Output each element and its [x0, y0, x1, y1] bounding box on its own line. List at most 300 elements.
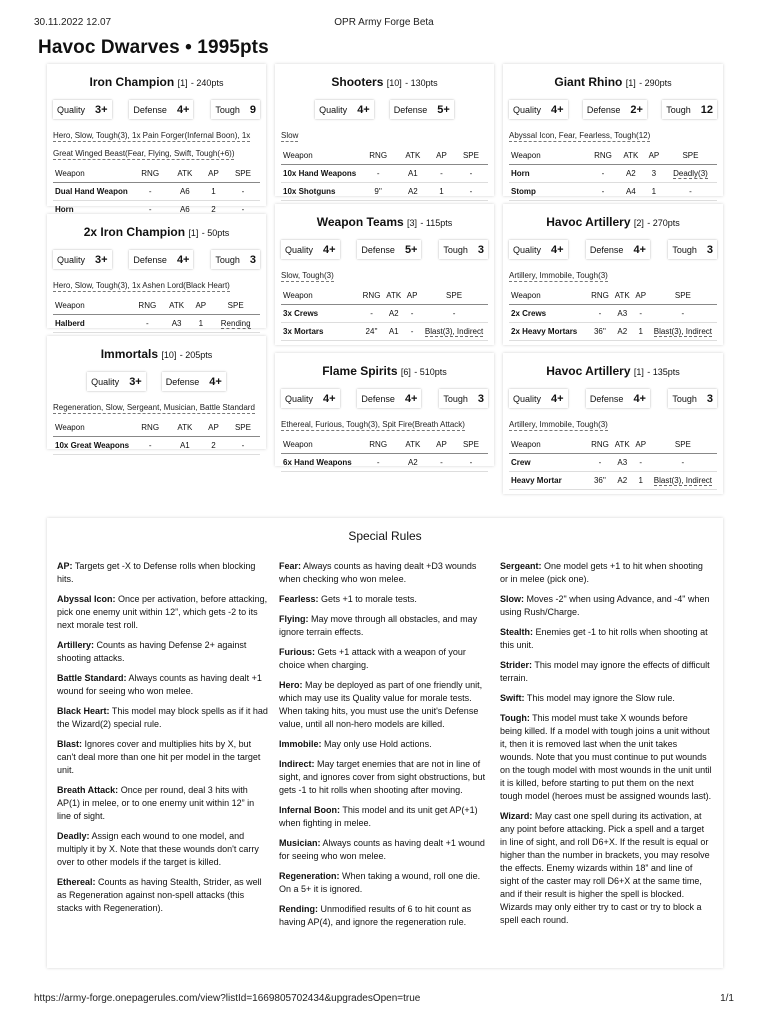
special-rule	[57, 876, 269, 915]
weapons-header-cell: SPE	[649, 287, 717, 305]
special-rule-name: Stealth:	[500, 627, 534, 637]
stat-value: 4+	[633, 243, 646, 256]
stat-value: 3+	[95, 253, 108, 266]
weapons-header-cell: ATK	[169, 419, 201, 437]
stat-label: Tough	[672, 244, 697, 255]
special-rule-text: This model may block spells as if it had the Wizard(2) special rule.	[57, 706, 268, 729]
weapons-header-cell: RNG	[132, 165, 169, 183]
weapons-header-cell: Weapon	[509, 436, 588, 454]
weapon-row	[509, 454, 717, 472]
stat-label: Defense	[393, 104, 428, 115]
unit-special-rules: Artillery, Immobile, Tough(3)	[509, 420, 608, 429]
unit-name: 2x Iron Champion	[83, 225, 186, 239]
weapons-header-row	[281, 147, 488, 165]
stat-value: 12	[700, 103, 713, 116]
special-rule-text: Always counts as having dealt +1 wound for seeing who won melee.	[57, 673, 262, 696]
weapons-header-cell: RNG	[588, 287, 612, 305]
unit-name: Havoc Artillery	[546, 364, 631, 378]
stat-label: Quality	[57, 254, 86, 265]
special-rule-text: May move through all obstacles, and may ignore terrain effects.	[279, 614, 478, 637]
army-title: Havoc Dwarves • 1995pts	[38, 37, 269, 58]
weapon-ap: 1	[644, 183, 664, 201]
unit-title	[53, 73, 260, 91]
stat-quality	[53, 250, 112, 269]
unit-card-2x-iron-champion	[47, 214, 266, 328]
special-rule-name: Battle Standard:	[57, 673, 127, 683]
special-rule-name: Strider:	[500, 660, 533, 670]
unit-points: - 205pts	[179, 350, 213, 360]
stat-quality	[509, 100, 568, 119]
weapons-header-cell: RNG	[132, 297, 163, 315]
unit-card-shooters	[275, 64, 494, 196]
special-rule-text: Gets +1 to morale tests.	[318, 594, 417, 604]
stat-value: 3+	[129, 375, 142, 388]
weapons-header-cell: ATK	[397, 436, 429, 454]
page-count: 1/1	[720, 993, 734, 1004]
weapon-attacks: A4	[618, 183, 644, 201]
special-rule	[57, 784, 269, 823]
weapon-range: -	[588, 183, 618, 201]
stat-value: 4+	[209, 375, 222, 388]
special-rule-name: Swift:	[500, 693, 525, 703]
weapon-special-cell	[649, 472, 717, 490]
special-rule	[279, 646, 491, 672]
special-rule	[57, 830, 269, 869]
special-rule	[500, 810, 712, 927]
stat-defense	[357, 240, 421, 259]
special-rule-name: Blast:	[57, 739, 83, 749]
weapon-range: 36''	[588, 472, 612, 490]
weapon-attacks: A6	[169, 201, 201, 219]
unit-points: - 115pts	[420, 218, 453, 228]
unit-size: [2]	[633, 218, 644, 228]
special-rule-text: This model may ignore the Slow rule.	[524, 693, 675, 703]
weapon-row	[53, 315, 260, 333]
weapon-name: 2x Crews	[509, 305, 588, 323]
stat-value: 9	[249, 103, 256, 116]
unit-special-rules: Abyssal Icon, Fear, Fearless, Tough(12)	[509, 131, 651, 140]
weapon-row	[53, 437, 260, 455]
weapon-special-cell	[649, 454, 717, 472]
weapons-header-cell: AP	[633, 287, 649, 305]
weapon-special-cell	[226, 183, 260, 201]
weapon-range: -	[132, 201, 169, 219]
weapon-ap: -	[404, 305, 420, 323]
unit-stats	[281, 100, 488, 119]
stat-label: Defense	[361, 393, 395, 404]
weapon-ap: 3	[644, 165, 664, 183]
weapon-attacks: A2	[397, 183, 429, 201]
weapon-attacks: A3	[612, 454, 633, 472]
unit-rules-wrap	[281, 414, 488, 432]
stat-label: Quality	[513, 244, 542, 255]
special-rule-name: Tough:	[500, 713, 530, 723]
weapon-name: Heavy Mortar	[509, 472, 588, 490]
special-rule-name: Artillery:	[57, 640, 95, 650]
unit-special-rules: Ethereal, Furious, Tough(3), Spit Fire(Breath Attack)	[281, 420, 465, 429]
stat-defense	[586, 389, 650, 408]
unit-card-giant-rhino	[503, 64, 723, 196]
stat-tough	[211, 250, 260, 269]
special-rule	[279, 804, 491, 830]
stat-label: Quality	[319, 104, 348, 115]
stat-quality	[315, 100, 374, 119]
weapon-special-cell	[649, 305, 717, 323]
unit-card-havoc-artillery-1	[503, 353, 723, 494]
special-rule-name: Ethereal:	[57, 877, 96, 887]
stat-label: Tough	[443, 244, 468, 255]
weapon-row	[281, 305, 488, 323]
stat-value: 4+	[404, 392, 418, 405]
weapon-special-cell	[454, 454, 488, 472]
unit-size: [6]	[400, 367, 411, 377]
weapon-row	[281, 454, 488, 472]
unit-stats	[53, 372, 260, 391]
special-rule	[500, 593, 712, 619]
weapon-name: 6x Hand Weapons	[281, 454, 360, 472]
weapon-attacks: A3	[163, 315, 190, 333]
unit-stats	[509, 240, 717, 259]
special-rule-name: Infernal Boon:	[279, 805, 340, 815]
special-rule-text: Counts as having Stealth, Strider, as well as Regeneration against non-spell attacks (this stacks with Regeneration).	[57, 877, 262, 913]
stat-label: Tough	[215, 104, 240, 115]
weapon-attacks: A1	[397, 165, 429, 183]
weapons-header-cell: AP	[404, 287, 420, 305]
weapon-name: Crew	[509, 454, 588, 472]
stat-defense	[357, 389, 421, 408]
special-rule	[279, 903, 491, 929]
stat-tough	[662, 100, 717, 119]
weapons-header-row	[53, 419, 260, 437]
stat-label: Defense	[361, 244, 395, 255]
weapon-attacks: A2	[612, 323, 633, 341]
weapon-special: -	[469, 458, 473, 467]
weapon-ap: 1	[190, 315, 211, 333]
unit-name: Havoc Artillery	[546, 215, 631, 229]
special-rule	[57, 672, 269, 698]
stat-defense	[162, 372, 226, 391]
stat-defense	[390, 100, 454, 119]
weapon-range: -	[360, 305, 384, 323]
weapon-special: -	[681, 458, 685, 467]
weapon-row	[509, 165, 717, 183]
stat-defense	[129, 250, 193, 269]
weapons-header-cell: ATK	[618, 147, 644, 165]
weapons-header-cell: AP	[429, 147, 454, 165]
weapons-header-cell: Weapon	[53, 419, 132, 437]
weapons-header-cell: Weapon	[53, 165, 132, 183]
unit-size: [3]	[407, 218, 418, 228]
stat-label: Defense	[589, 393, 624, 404]
special-rule-name: Musician:	[279, 838, 321, 848]
weapon-special: Blast(3), Indirect	[424, 327, 484, 336]
stat-label: Quality	[285, 393, 314, 404]
stat-tough	[668, 240, 717, 259]
unit-points: - 135pts	[647, 367, 680, 377]
weapon-range: -	[588, 454, 612, 472]
unit-points: - 290pts	[639, 78, 672, 88]
weapon-special: Blast(3), Indirect	[653, 476, 712, 485]
weapons-header-row	[53, 165, 260, 183]
unit-rules-wrap	[509, 414, 717, 432]
special-rule-text: May target enemies that are not in line of sight, and ignores cover from sight obstructions, but gets -1 to hit rolls when shooting after moving.	[279, 759, 486, 795]
special-rule	[500, 560, 712, 586]
weapon-special: Deadly(3)	[673, 169, 708, 178]
special-rule	[500, 626, 712, 652]
weapons-header-cell: ATK	[612, 287, 633, 305]
unit-points: - 50pts	[201, 228, 230, 238]
stat-value: 4+	[357, 103, 370, 116]
special-rule-text: May be deployed as part of one friendly unit, which may use its Quality value for morale tests. When taking hits, you must use the unit's Defense value, until all non-hero models are killed.	[279, 680, 483, 729]
weapon-row	[281, 323, 488, 341]
unit-size: [1]	[177, 78, 188, 88]
special-rule-name: Deadly:	[57, 831, 90, 841]
unit-points: - 270pts	[647, 218, 680, 228]
weapon-special: -	[452, 309, 456, 318]
weapons-header-cell: ATK	[169, 165, 201, 183]
weapons-table	[53, 165, 260, 219]
stat-quality	[509, 240, 568, 259]
stat-tough	[439, 389, 488, 408]
special-rule-text: Ignores cover and multiplies hits by X, but can't deal more than one hit per model in the target unit.	[57, 739, 261, 775]
special-rule-name: Rending:	[279, 904, 318, 914]
weapon-name: Horn	[509, 165, 588, 183]
special-rule-name: AP:	[57, 561, 73, 571]
weapons-table	[509, 287, 717, 341]
weapons-header-cell: ATK	[397, 147, 429, 165]
unit-card-iron-champion	[47, 64, 266, 214]
unit-title	[509, 73, 717, 91]
weapons-table	[281, 287, 488, 341]
special-rule-text: Once per round, deal 3 hits with AP(1) in melee, or to one enemy unit within 12” in line of sight.	[57, 785, 255, 821]
special-rule-name: Black Heart:	[57, 706, 110, 716]
unit-size: [1]	[188, 228, 199, 238]
weapons-header-cell: Weapon	[509, 147, 588, 165]
special-rule-text: This model may ignore the effects of difficult terrain.	[500, 660, 710, 683]
special-rule	[500, 692, 712, 705]
unit-stats	[281, 389, 488, 408]
special-rule-text: Once per activation, before attacking, pick one enemy unit within 12”, which gets -2 to its next morale test roll.	[57, 594, 268, 630]
unit-special-rules: Hero, Slow, Tough(3), 1x Pain Forger(Infernal Boon), 1x Great Winged Beast(Fear, Flying, Swift, Tough(+6))	[53, 131, 251, 158]
stat-quality	[281, 240, 340, 259]
special-rule-name: Fearless:	[279, 594, 319, 604]
weapon-special: -	[469, 169, 473, 178]
weapons-header-row	[281, 287, 488, 305]
unit-special-rules: Artillery, Immobile, Tough(3)	[509, 271, 608, 280]
unit-card-weapon-teams	[275, 204, 494, 345]
weapons-header-cell: RNG	[360, 147, 397, 165]
special-rule	[500, 659, 712, 685]
stat-tough	[668, 389, 717, 408]
weapon-special-cell	[420, 305, 488, 323]
special-rule-text: Moves -2" when using Advance, and -4" when using Rush/Charge.	[500, 594, 710, 617]
weapons-header-cell: SPE	[226, 419, 260, 437]
stat-value: 3+	[95, 103, 108, 116]
unit-card-immortals	[47, 336, 266, 449]
weapons-header-row	[509, 436, 717, 454]
special-rule-text: This model and its unit get AP(+1) when fighting in melee.	[279, 805, 478, 828]
weapons-header-cell: SPE	[420, 287, 488, 305]
weapon-special: -	[689, 187, 692, 196]
weapons-header-cell: RNG	[588, 436, 612, 454]
unit-title	[281, 362, 488, 380]
stat-value: 3	[706, 243, 713, 256]
weapon-special-cell	[454, 165, 488, 183]
weapons-header-cell: Weapon	[281, 287, 360, 305]
weapon-name: Horn	[53, 201, 132, 219]
special-rule-text: Assign each wound to one model, and multiply it by X. Note that these wounds don't carry over to other models if the target is killed.	[57, 831, 259, 867]
unit-size: [1]	[625, 78, 636, 88]
stat-label: Quality	[513, 104, 542, 115]
unit-card-flame-spirits	[275, 353, 494, 466]
special-rule-name: Sergeant:	[500, 561, 542, 571]
stat-label: Tough	[443, 393, 468, 404]
special-rule-text: This model must take X wounds before being killed. If a model with tough joins a unit without it, then it is removed last when the unit takes wounds. Note that you must continue to put wounds on the tough model with most wounds in the unit until it is killed, before starting to put them on the next tough model (heroes must be assigned wounds last).	[500, 713, 712, 801]
unit-stats	[53, 250, 260, 269]
unit-special-rules: Hero, Slow, Tough(3), 1x Ashen Lord(Black Heart)	[53, 281, 230, 290]
weapon-attacks: A2	[397, 454, 429, 472]
weapon-special-cell	[211, 315, 260, 333]
weapon-attacks: A1	[169, 437, 201, 455]
weapon-name: Dual Hand Weapon	[53, 183, 132, 201]
weapon-special: -	[241, 205, 245, 214]
weapon-ap: -	[429, 165, 454, 183]
weapon-special: -	[241, 441, 245, 450]
special-rules-column-2	[279, 560, 491, 936]
unit-title	[53, 345, 260, 363]
stat-value: 4+	[633, 392, 646, 405]
stat-value: 2+	[630, 103, 643, 116]
weapon-ap: 2	[201, 437, 226, 455]
stat-value: 4+	[551, 392, 564, 405]
special-rule	[57, 705, 269, 731]
weapon-attacks: A2	[383, 305, 404, 323]
stat-label: Quality	[285, 244, 314, 255]
weapons-header-cell: SPE	[649, 436, 717, 454]
special-rule-name: Breath Attack:	[57, 785, 119, 795]
weapon-attacks: A1	[383, 323, 404, 341]
weapon-ap: -	[429, 454, 454, 472]
weapon-name: 10x Hand Weapons	[281, 165, 360, 183]
print-date: 30.11.2022 12.07	[34, 17, 112, 28]
unit-stats	[281, 240, 488, 259]
weapon-name: 10x Great Weapons	[53, 437, 132, 455]
special-rule-text: Counts as having Defense 2+ against shooting attacks.	[57, 640, 247, 663]
stat-defense	[129, 100, 193, 119]
weapon-range: -	[588, 165, 618, 183]
special-rule	[279, 679, 491, 731]
special-rule-text: When taking a wound, roll one die. On a 5+ it is ignored.	[279, 871, 481, 894]
stat-value: 3	[477, 243, 484, 256]
weapon-attacks: A3	[612, 305, 633, 323]
unit-name: Shooters	[331, 75, 384, 89]
special-rule-name: Immobile:	[279, 739, 322, 749]
weapon-special: -	[681, 309, 685, 318]
stat-label: Defense	[165, 376, 200, 387]
weapons-header-cell: RNG	[132, 419, 169, 437]
special-rules-title: Special Rules	[348, 529, 422, 543]
weapon-row	[281, 165, 488, 183]
weapon-row	[281, 183, 488, 201]
special-rule	[279, 738, 491, 751]
weapon-name: Halberd	[53, 315, 132, 333]
weapon-special-cell	[664, 183, 717, 201]
weapon-range: -	[132, 183, 169, 201]
stat-value: 4+	[323, 392, 336, 405]
weapons-header-row	[509, 147, 717, 165]
unit-rules-wrap	[509, 265, 717, 283]
stat-label: Tough	[666, 104, 691, 115]
print-url: https://army-forge.onepagerules.com/view?listId=1669805702434&upgradesOpen=true	[34, 993, 421, 1004]
weapon-row	[509, 305, 717, 323]
stat-label: Tough	[215, 254, 240, 265]
weapon-range: -	[360, 165, 397, 183]
weapon-ap: -	[404, 323, 420, 341]
weapons-header-cell: AP	[429, 436, 454, 454]
special-rule-name: Flying:	[279, 614, 309, 624]
weapon-row	[509, 472, 717, 490]
unit-points: - 130pts	[405, 78, 438, 88]
weapon-attacks: A2	[618, 165, 644, 183]
special-rule	[279, 870, 491, 896]
unit-rules-wrap	[281, 265, 488, 283]
weapon-name: Stomp	[509, 183, 588, 201]
stat-defense	[583, 100, 647, 119]
special-rule	[57, 738, 269, 777]
weapon-special: Rending	[220, 319, 251, 328]
stat-label: Defense	[589, 244, 624, 255]
print-header	[34, 17, 734, 31]
stat-value: 4+	[176, 253, 190, 266]
unit-name: Weapon Teams	[316, 215, 404, 229]
weapons-header-cell: AP	[633, 436, 649, 454]
weapons-table	[281, 436, 488, 472]
weapon-ap: 1	[633, 472, 649, 490]
unit-special-rules: Slow, Tough(3)	[281, 271, 334, 280]
stat-value: 4+	[551, 243, 564, 256]
special-rule	[279, 560, 491, 586]
weapon-special: -	[241, 187, 245, 196]
weapons-header-cell: AP	[201, 165, 226, 183]
unit-name: Iron Champion	[89, 75, 175, 89]
special-rule	[57, 593, 269, 632]
unit-rules-wrap	[53, 275, 260, 293]
weapon-name: 3x Crews	[281, 305, 360, 323]
weapons-header-cell: AP	[190, 297, 211, 315]
special-rule	[279, 613, 491, 639]
weapons-header-cell: SPE	[454, 147, 488, 165]
weapon-row	[509, 183, 717, 201]
weapons-header-row	[53, 297, 260, 315]
weapons-table	[509, 147, 717, 201]
special-rule-name: Regeneration:	[279, 871, 340, 881]
weapon-row	[53, 183, 260, 201]
weapons-header-cell: ATK	[163, 297, 190, 315]
weapons-header-cell: SPE	[664, 147, 717, 165]
special-rule-text: Targets get -X to Defense rolls when blocking hits.	[57, 561, 256, 584]
weapons-header-cell: Weapon	[509, 287, 588, 305]
stat-label: Quality	[57, 104, 86, 115]
unit-card-havoc-artillery-2	[503, 204, 723, 345]
stat-label: Defense	[133, 104, 167, 115]
weapon-range: 24''	[360, 323, 384, 341]
special-rule	[279, 593, 491, 606]
unit-name: Flame Spirits	[322, 364, 398, 378]
weapons-header-cell: RNG	[360, 436, 397, 454]
weapons-header-cell: SPE	[226, 165, 260, 183]
unit-rules-wrap	[281, 125, 488, 143]
weapon-special: -	[469, 187, 473, 196]
